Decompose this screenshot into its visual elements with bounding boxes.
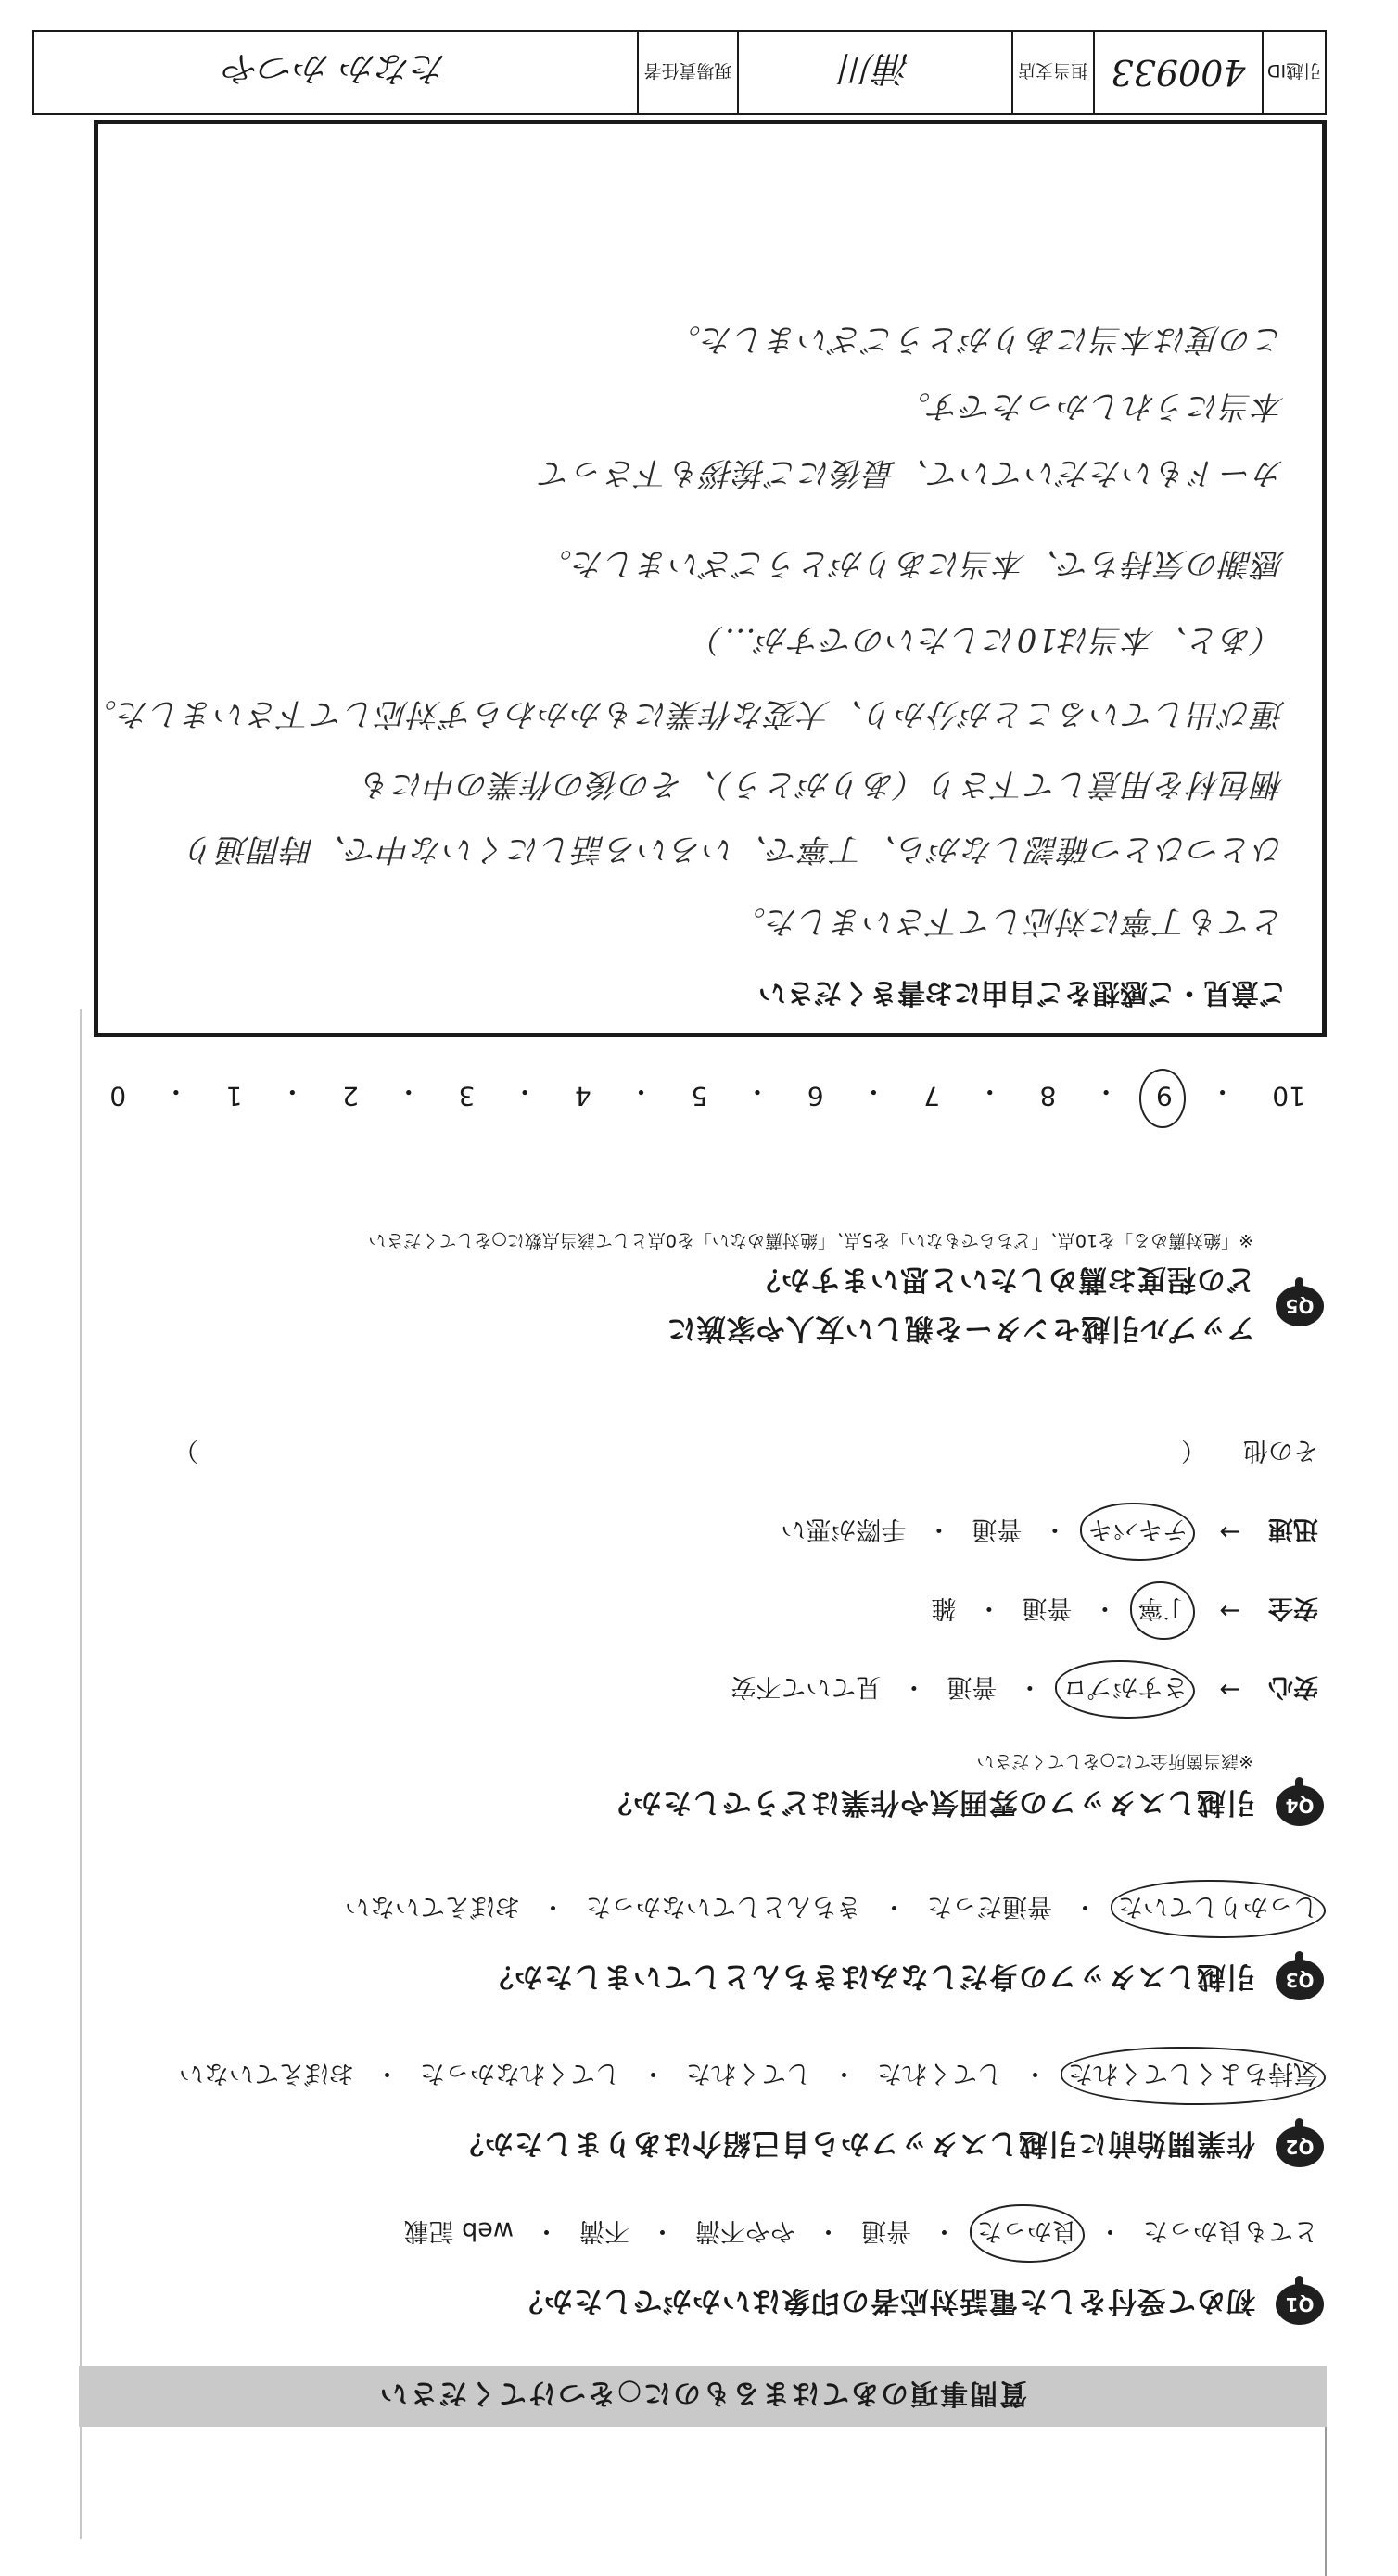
option[interactable]: 普通 <box>972 1515 1023 1543</box>
option-selected[interactable]: しっかりしていた <box>1118 1891 1318 1927</box>
id-label: 引越ID <box>1262 32 1325 113</box>
scale-value[interactable]: 8 <box>1039 1081 1057 1111</box>
comment-line: とても丁寧に対応して下さいました。 <box>733 903 1285 940</box>
arrow-icon: → <box>1219 1517 1240 1546</box>
question-text-line2: どの程度お薦めしたいと思いますか？ <box>751 1263 1255 1296</box>
arrow-icon: → <box>1219 1596 1240 1625</box>
question-text: 引越しスタッフの雰囲気や作業はどうでしたか？ <box>603 1785 1255 1820</box>
option[interactable]: 普通 <box>1022 1593 1073 1622</box>
scale-value[interactable]: 1 <box>225 1081 243 1111</box>
scale-value[interactable]: 5 <box>691 1081 708 1111</box>
question-3 <box>91 1891 1324 2009</box>
option-selected[interactable]: テキパキ <box>1087 1514 1188 1550</box>
option[interactable]: 手際が悪い <box>781 1515 907 1543</box>
comment-title: ご意見・ご感想をご自由にお書きください <box>758 976 1287 1009</box>
option-selected[interactable]: さすがプロ <box>1062 1671 1188 1707</box>
comment-line: 本当にうれしかったです。 <box>897 387 1285 425</box>
question-text: 初めて受付をした電話対応者の印象はいかがでしたか？ <box>514 2284 1255 2318</box>
scale-value[interactable]: 6 <box>807 1081 824 1111</box>
option[interactable]: おぼえていない <box>179 2059 354 2087</box>
leader-label: 現場責任者 <box>637 32 737 113</box>
comment-line: カードもいただいていて、最後にご挨拶も下さって <box>539 454 1285 491</box>
question-text: 引越しスタッフの身だしなみはきちんとしていましたか？ <box>484 1960 1255 1994</box>
q4-row-other <box>91 1435 1318 1471</box>
option[interactable]: 雑 <box>931 1593 957 1622</box>
option[interactable]: 普通 <box>947 1672 998 1701</box>
question-badge: Q4 <box>1276 1785 1324 1826</box>
option[interactable]: 見ていて不安 <box>731 1672 882 1701</box>
row-label: 迅速 <box>1268 1515 1318 1543</box>
row-label: 安全 <box>1268 1593 1318 1622</box>
option-selected[interactable]: 丁寧 <box>1137 1593 1188 1629</box>
q3-options: しっかりしていた ・ 普通だった ・ きちんとしていなかった ・ おぼえていない <box>91 1891 1318 1927</box>
question-badge: Q2 <box>1276 2126 1324 2167</box>
question-badge: Q3 <box>1276 1960 1324 2000</box>
comment-line: 梱包材を用意して下さり（ありがとう）、その後の作業の中にも <box>360 766 1285 803</box>
question-1 <box>91 2215 1324 2333</box>
option[interactable]: とても良かった <box>1143 2216 1318 2245</box>
row-label: 安心 <box>1268 1672 1318 1701</box>
question-badge: Q5 <box>1276 1286 1324 1326</box>
comment-line: （あと、本当は10にしたいのですが…） <box>691 621 1285 658</box>
question-4 <box>91 1435 1324 1834</box>
option[interactable]: きちんとしていなかった <box>586 1892 861 1921</box>
option[interactable]: おぼえていない <box>345 1892 520 1921</box>
instruction-banner: 質問事項のあてはまるものに○をつけてください <box>79 2366 1327 2427</box>
comment-line: ひとつひとつ確認しながら、丁寧で、いろいろ話しにくいな中で、時間通り <box>184 831 1285 868</box>
question-text: 作業開始前に引越しスタッフから自己紹介はありましたか？ <box>454 2126 1255 2161</box>
branch-label: 担当支店 <box>1011 32 1093 113</box>
comment-box[interactable] <box>84 120 1327 1037</box>
id-value: 400933 <box>1093 32 1262 113</box>
scale-value[interactable]: 2 <box>342 1081 359 1111</box>
option[interactable]: web 記載 <box>403 2216 514 2245</box>
branch-value: 浦川 <box>737 32 1011 113</box>
option[interactable]: してくれた <box>877 2059 1002 2087</box>
staff-info-table <box>32 30 1327 115</box>
question-5 <box>91 1229 1324 1352</box>
other-label: その他 <box>1243 1436 1318 1465</box>
question-badge: Q1 <box>1276 2284 1324 2325</box>
scale-value[interactable]: 3 <box>458 1081 476 1111</box>
option-selected[interactable]: 気持ちよくしてくれた <box>1068 2058 1318 2094</box>
q2-options: 気持ちよくしてくれた ・ してくれた ・ してくれた ・ してくれなかった ・ おぼえていない <box>91 2058 1318 2094</box>
question-2 <box>91 2058 1324 2176</box>
option[interactable]: してくれた <box>686 2059 811 2087</box>
recommend-scale: 10 ・ 9 ・ 8 ・ 7 ・ 6 ・ 5 ・ 4 ・ 3 ・ 2 ・ 1 ・ 0 <box>109 1076 1305 1111</box>
q4-row-anzen: 安全 → 丁寧 ・ 普通 ・ 雑 <box>91 1593 1318 1629</box>
question-text-line1: アップル引越センターを親しい友人や家族に <box>666 1312 1255 1345</box>
option[interactable]: 普通だった <box>927 1892 1052 1921</box>
option[interactable]: 普通 <box>861 2216 911 2245</box>
scale-value[interactable]: 10 <box>1272 1081 1305 1111</box>
scale-value[interactable]: 7 <box>923 1081 940 1111</box>
comment-line: この度は本当にありがとうございました。 <box>668 321 1285 358</box>
q1-options: とても良かった ・ 良かった ・ 普通 ・ やや不満 ・ 不満 ・ web 記載 <box>91 2215 1318 2252</box>
scale-value[interactable]: 4 <box>574 1081 591 1111</box>
arrow-icon: → <box>1219 1675 1240 1704</box>
scale-value-selected[interactable]: 9 <box>1156 1074 1173 1111</box>
option[interactable]: してくれなかった <box>420 2059 620 2087</box>
other-open-paren: （ <box>1181 1436 1206 1465</box>
q4-row-anshin: 安心 → さすがプロ ・ 普通 ・ 見ていて不安 <box>91 1671 1318 1707</box>
question-note: ※「絶対薦める」を10点、「どちらでもない」を5点、「絶対薦めない」を0点として該当点数に○をしてください <box>368 1230 1253 1250</box>
comment-line: 運び出していることが分かり、大変な作業にもかかわらず対応して下さいました。 <box>84 695 1285 732</box>
q4-row-jinsoku: 迅速 → テキパキ ・ 普通 ・ 手際が悪い <box>91 1514 1318 1550</box>
question-note: ※該当箇所全てに○をしてください <box>976 1751 1253 1771</box>
leader-value: たなか かつや <box>223 48 448 90</box>
page-edge <box>80 1009 82 2539</box>
option[interactable]: やや不満 <box>695 2216 795 2245</box>
option[interactable]: 不満 <box>579 2216 629 2245</box>
other-close-paren: ） <box>173 1436 198 1465</box>
option-selected[interactable]: 良かった <box>977 2215 1077 2252</box>
comment-line: 感謝の気持ちで、本当にありがとうございました。 <box>540 545 1285 582</box>
scale-value[interactable]: 0 <box>109 1081 127 1111</box>
